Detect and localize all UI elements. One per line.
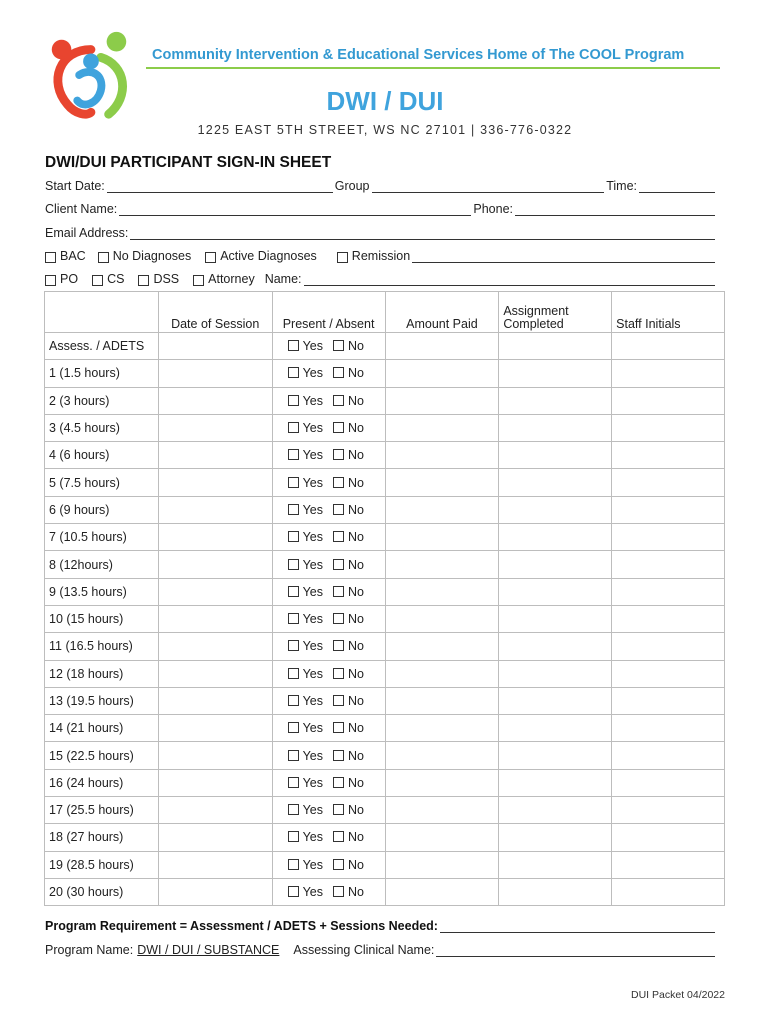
- table-row: [45, 878, 725, 905]
- group-label: Group: [334, 179, 370, 193]
- no-checkbox[interactable]: [333, 586, 344, 597]
- session-label: 18 (27 hours): [45, 824, 159, 851]
- present-absent-cell: [272, 414, 385, 441]
- session-label: 10 (15 hours): [45, 605, 159, 632]
- yes-label: Yes: [302, 639, 323, 654]
- staff-initials-cell[interactable]: [612, 469, 725, 496]
- no-label: No: [348, 639, 364, 654]
- session-label: 6 (9 hours): [45, 496, 159, 523]
- dss-checkbox[interactable]: [138, 275, 149, 286]
- staff-initials-cell[interactable]: [612, 333, 725, 360]
- date-cell[interactable]: [158, 524, 272, 551]
- yes-checkbox[interactable]: [288, 586, 299, 597]
- staff-initials-cell[interactable]: [612, 824, 725, 851]
- remission-label: Remission: [351, 249, 411, 263]
- assignment-cell[interactable]: [499, 578, 612, 605]
- no-label: No: [348, 775, 364, 790]
- session-header: [45, 292, 159, 333]
- no-label: No: [348, 557, 364, 572]
- start-date-row: [45, 179, 717, 193]
- present-absent-cell: [272, 633, 385, 660]
- yes-label: Yes: [302, 339, 323, 354]
- amount-paid-cell[interactable]: [385, 551, 499, 578]
- date-cell[interactable]: [158, 715, 272, 742]
- bac-label: BAC: [60, 249, 86, 263]
- staff-initials-cell[interactable]: [612, 878, 725, 905]
- remission-field[interactable]: [412, 251, 715, 263]
- yes-label: Yes: [302, 721, 323, 736]
- staff-initials-cell[interactable]: [612, 769, 725, 796]
- staff-initials-cell[interactable]: [612, 551, 725, 578]
- phone-field[interactable]: [515, 204, 715, 216]
- assignment-cell[interactable]: [499, 797, 612, 824]
- table-row: [45, 578, 725, 605]
- assignment-cell[interactable]: [499, 524, 612, 551]
- session-label: 3 (4.5 hours): [45, 414, 159, 441]
- no-checkbox[interactable]: [333, 367, 344, 378]
- yes-label: Yes: [302, 612, 323, 627]
- no-checkbox[interactable]: [333, 340, 344, 351]
- requirement-label: Program Requirement = Assessment / ADETS + Sessions Needed:: [45, 919, 438, 933]
- no-label: No: [348, 721, 364, 736]
- staff-initials-cell[interactable]: [612, 360, 725, 387]
- session-label: 2 (3 hours): [45, 387, 159, 414]
- table-header-row: [45, 292, 725, 333]
- time-label: Time:: [606, 179, 637, 193]
- yes-label: Yes: [302, 475, 323, 490]
- yes-label: Yes: [302, 885, 323, 900]
- no-checkbox[interactable]: [333, 559, 344, 570]
- no-label: No: [348, 448, 364, 463]
- po-checkbox[interactable]: [45, 275, 56, 286]
- amount-paid-cell[interactable]: [385, 878, 499, 905]
- yes-checkbox[interactable]: [288, 804, 299, 815]
- program-row: [45, 943, 717, 957]
- amount-paid-cell[interactable]: [385, 333, 499, 360]
- assignment-cell[interactable]: [499, 769, 612, 796]
- time-field[interactable]: [639, 181, 715, 193]
- staff-initials-cell[interactable]: [612, 524, 725, 551]
- yes-label: Yes: [302, 666, 323, 681]
- session-label: 12 (18 hours): [45, 660, 159, 687]
- remission-checkbox[interactable]: [337, 252, 348, 263]
- amount-paid-cell[interactable]: [385, 524, 499, 551]
- yes-label: Yes: [302, 366, 323, 381]
- session-label: 20 (30 hours): [45, 878, 159, 905]
- session-label: 17 (25.5 hours): [45, 797, 159, 824]
- email-label: Email Address:: [45, 226, 129, 240]
- dss-label: DSS: [153, 272, 180, 286]
- amount-paid-cell[interactable]: [385, 742, 499, 769]
- amount-paid-cell[interactable]: [385, 360, 499, 387]
- table-row: [45, 687, 725, 714]
- amount-paid-cell[interactable]: [385, 496, 499, 523]
- no-checkbox[interactable]: [333, 477, 344, 488]
- client-name-label: Client Name:: [45, 202, 118, 216]
- session-log-table: [44, 291, 725, 906]
- requirement-row: [45, 919, 717, 933]
- table-row: [45, 551, 725, 578]
- yes-label: Yes: [302, 694, 323, 708]
- yes-label: Yes: [302, 502, 323, 517]
- date-cell[interactable]: [158, 633, 272, 660]
- yes-label: Yes: [302, 803, 323, 818]
- session-rows: [45, 333, 725, 906]
- assignment-header: Assignment Completed: [499, 292, 612, 333]
- date-cell[interactable]: [158, 551, 272, 578]
- yes-checkbox[interactable]: [288, 777, 299, 788]
- staff-initials-cell[interactable]: [612, 660, 725, 687]
- table-row: [45, 824, 725, 851]
- date-cell[interactable]: [158, 742, 272, 769]
- yes-checkbox[interactable]: [288, 695, 299, 706]
- yes-checkbox[interactable]: [288, 422, 299, 433]
- date-header: Date of Session: [158, 292, 272, 333]
- sheet-title: DWI/DUI PARTICIPANT SIGN-IN SHEET: [45, 154, 332, 171]
- assignment-cell[interactable]: [499, 360, 612, 387]
- no-label: No: [348, 612, 364, 627]
- assignment-cell[interactable]: [499, 715, 612, 742]
- no-checkbox[interactable]: [333, 804, 344, 815]
- date-cell[interactable]: [158, 496, 272, 523]
- session-label: 13 (19.5 hours): [45, 687, 159, 714]
- organization-name: Community Intervention & Educational Services Home of The COOL Program: [152, 47, 685, 63]
- present-absent-cell: [272, 742, 385, 769]
- table-row: [45, 797, 725, 824]
- no-label: No: [348, 339, 364, 354]
- bac-checkbox[interactable]: [45, 252, 56, 263]
- yes-label: Yes: [302, 830, 323, 845]
- date-cell[interactable]: [158, 878, 272, 905]
- table-row: [45, 715, 725, 742]
- assignment-cell[interactable]: [499, 496, 612, 523]
- no-checkbox[interactable]: [333, 422, 344, 433]
- active-diagnoses-checkbox[interactable]: [205, 252, 216, 263]
- sessions-needed-field[interactable]: [440, 921, 715, 933]
- referral-name-field[interactable]: [304, 274, 715, 286]
- amount-paid-cell[interactable]: [385, 687, 499, 714]
- yes-label: Yes: [302, 557, 323, 572]
- date-cell[interactable]: [158, 660, 272, 687]
- staff-initials-cell[interactable]: [612, 742, 725, 769]
- cs-checkbox[interactable]: [92, 275, 103, 286]
- no-label: No: [348, 694, 364, 708]
- session-label: 15 (22.5 hours): [45, 742, 159, 769]
- yes-label: Yes: [302, 857, 323, 872]
- yes-label: Yes: [302, 775, 323, 790]
- no-label: No: [348, 885, 364, 900]
- no-label: No: [348, 666, 364, 681]
- present-absent-cell: [272, 469, 385, 496]
- session-label: 7 (10.5 hours): [45, 524, 159, 551]
- staff-initials-cell[interactable]: [612, 578, 725, 605]
- assignment-cell[interactable]: [499, 687, 612, 714]
- present-absent-cell: [272, 605, 385, 632]
- no-diagnoses-label: No Diagnoses: [112, 249, 192, 263]
- table-row: [45, 414, 725, 441]
- amount-header: Amount Paid: [385, 292, 499, 333]
- staff-initials-cell[interactable]: [612, 715, 725, 742]
- address-line: 1225 EAST 5TH STREET, WS NC 27101 | 336-776-0322: [197, 123, 573, 137]
- amount-paid-cell[interactable]: [385, 715, 499, 742]
- assignment-cell[interactable]: [499, 851, 612, 878]
- yes-label: Yes: [302, 530, 323, 545]
- no-checkbox[interactable]: [333, 640, 344, 651]
- amount-paid-cell[interactable]: [385, 605, 499, 632]
- table-row: [45, 851, 725, 878]
- present-absent-cell: [272, 360, 385, 387]
- session-label: 9 (13.5 hours): [45, 578, 159, 605]
- yes-checkbox[interactable]: [288, 531, 299, 542]
- no-label: No: [348, 584, 364, 599]
- assignment-cell[interactable]: [499, 551, 612, 578]
- yes-checkbox[interactable]: [288, 831, 299, 842]
- no-checkbox[interactable]: [333, 777, 344, 788]
- assignment-cell[interactable]: [499, 660, 612, 687]
- present-absent-cell: [272, 496, 385, 523]
- present-absent-cell: [272, 878, 385, 905]
- no-checkbox[interactable]: [333, 722, 344, 733]
- amount-paid-cell[interactable]: [385, 633, 499, 660]
- yes-checkbox[interactable]: [288, 477, 299, 488]
- date-cell[interactable]: [158, 605, 272, 632]
- present-absent-cell: [272, 797, 385, 824]
- staff-initials-cell[interactable]: [612, 414, 725, 441]
- referral-row: [45, 272, 717, 286]
- assignment-cell[interactable]: [499, 605, 612, 632]
- no-label: No: [348, 803, 364, 818]
- yes-label: Yes: [302, 421, 323, 436]
- present-header: Present / Absent: [272, 292, 385, 333]
- no-checkbox[interactable]: [333, 831, 344, 842]
- yes-label: Yes: [302, 393, 323, 408]
- yes-checkbox[interactable]: [288, 886, 299, 897]
- session-label: 1 (1.5 hours): [45, 360, 159, 387]
- staff-initials-cell[interactable]: [612, 687, 725, 714]
- email-field[interactable]: [130, 228, 715, 240]
- yes-checkbox[interactable]: [288, 613, 299, 624]
- date-cell[interactable]: [158, 333, 272, 360]
- no-label: No: [348, 830, 364, 845]
- email-row: [45, 226, 717, 240]
- no-label: No: [348, 475, 364, 490]
- date-cell[interactable]: [158, 824, 272, 851]
- active-diagnoses-label: Active Diagnoses: [220, 249, 317, 263]
- assignment-cell[interactable]: [499, 633, 612, 660]
- session-label: 16 (24 hours): [45, 769, 159, 796]
- yes-label: Yes: [302, 448, 323, 463]
- table-row: [45, 660, 725, 687]
- session-label: 8 (12hours): [45, 551, 159, 578]
- present-absent-cell: [272, 578, 385, 605]
- date-cell[interactable]: [158, 851, 272, 878]
- present-absent-cell: [272, 824, 385, 851]
- start-date-field[interactable]: [107, 181, 333, 193]
- yes-checkbox[interactable]: [288, 340, 299, 351]
- group-field[interactable]: [372, 181, 605, 193]
- assessing-field[interactable]: [436, 945, 715, 957]
- present-absent-cell: [272, 551, 385, 578]
- no-label: No: [348, 530, 364, 545]
- table-row: [45, 742, 725, 769]
- yes-checkbox[interactable]: [288, 668, 299, 679]
- table-row: [45, 469, 725, 496]
- date-cell[interactable]: [158, 769, 272, 796]
- amount-paid-cell[interactable]: [385, 769, 499, 796]
- yes-checkbox[interactable]: [288, 367, 299, 378]
- attorney-label: Attorney: [208, 272, 255, 286]
- date-cell[interactable]: [158, 687, 272, 714]
- assignment-cell[interactable]: [499, 442, 612, 469]
- yes-checkbox[interactable]: [288, 504, 299, 515]
- phone-label: Phone:: [473, 202, 513, 216]
- present-absent-cell: [272, 851, 385, 878]
- date-cell[interactable]: [158, 442, 272, 469]
- assignment-cell[interactable]: [499, 333, 612, 360]
- no-checkbox[interactable]: [333, 750, 344, 761]
- header-divider: [146, 67, 720, 69]
- yes-checkbox[interactable]: [288, 750, 299, 761]
- no-label: No: [348, 748, 364, 763]
- staff-initials-cell[interactable]: [612, 442, 725, 469]
- present-absent-cell: [272, 769, 385, 796]
- amount-paid-cell[interactable]: [385, 442, 499, 469]
- no-checkbox[interactable]: [333, 531, 344, 542]
- staff-initials-cell[interactable]: [612, 797, 725, 824]
- program-name-label: Program Name:: [45, 943, 134, 957]
- yes-checkbox[interactable]: [288, 559, 299, 570]
- page-title: DWI / DUI: [326, 86, 444, 116]
- no-checkbox[interactable]: [333, 613, 344, 624]
- cs-label: CS: [107, 272, 125, 286]
- table-row: [45, 360, 725, 387]
- assignment-cell[interactable]: [499, 414, 612, 441]
- table-row: [45, 769, 725, 796]
- attorney-checkbox[interactable]: [193, 275, 204, 286]
- present-absent-cell: [272, 660, 385, 687]
- session-label: 5 (7.5 hours): [45, 469, 159, 496]
- table-row: [45, 387, 725, 414]
- diagnosis-row: [45, 249, 717, 263]
- start-date-label: Start Date:: [45, 179, 105, 193]
- present-absent-cell: [272, 524, 385, 551]
- no-label: No: [348, 857, 364, 872]
- table-row: [45, 496, 725, 523]
- date-cell[interactable]: [158, 414, 272, 441]
- amount-paid-cell[interactable]: [385, 387, 499, 414]
- no-label: No: [348, 366, 364, 381]
- date-cell[interactable]: [158, 578, 272, 605]
- date-cell[interactable]: [158, 469, 272, 496]
- assignment-cell[interactable]: [499, 742, 612, 769]
- session-label: Assess. / ADETS: [45, 333, 159, 360]
- no-diagnoses-checkbox[interactable]: [98, 252, 109, 263]
- present-absent-cell: [272, 442, 385, 469]
- session-label: 11 (16.5 hours): [45, 633, 159, 660]
- present-absent-cell: [272, 387, 385, 414]
- table-row: [45, 605, 725, 632]
- no-checkbox[interactable]: [333, 695, 344, 706]
- session-label: 14 (21 hours): [45, 715, 159, 742]
- amount-paid-cell[interactable]: [385, 578, 499, 605]
- amount-paid-cell[interactable]: [385, 660, 499, 687]
- client-name-field[interactable]: [119, 204, 471, 216]
- name-label: Name:: [264, 272, 302, 286]
- table-row: [45, 442, 725, 469]
- date-cell[interactable]: [158, 797, 272, 824]
- amount-paid-cell[interactable]: [385, 797, 499, 824]
- present-absent-cell: [272, 687, 385, 714]
- po-label: PO: [60, 272, 79, 286]
- assignment-cell[interactable]: [499, 824, 612, 851]
- assignment-cell[interactable]: [499, 469, 612, 496]
- table-row: [45, 633, 725, 660]
- amount-paid-cell[interactable]: [385, 414, 499, 441]
- yes-label: Yes: [302, 584, 323, 599]
- present-absent-cell: [272, 715, 385, 742]
- present-absent-cell: [272, 333, 385, 360]
- no-checkbox[interactable]: [333, 395, 344, 406]
- date-cell[interactable]: [158, 387, 272, 414]
- amount-paid-cell[interactable]: [385, 469, 499, 496]
- client-name-row: [45, 202, 717, 216]
- yes-checkbox[interactable]: [288, 395, 299, 406]
- no-label: No: [348, 393, 364, 408]
- no-label: No: [348, 502, 364, 517]
- date-cell[interactable]: [158, 360, 272, 387]
- packet-version: DUI Packet 04/2022: [631, 989, 725, 1001]
- session-label: 19 (28.5 hours): [45, 851, 159, 878]
- staff-initials-cell[interactable]: [612, 496, 725, 523]
- staff-header: Staff Initials: [612, 292, 725, 333]
- no-checkbox[interactable]: [333, 668, 344, 679]
- no-checkbox[interactable]: [333, 886, 344, 897]
- no-checkbox[interactable]: [333, 859, 344, 870]
- assignment-cell[interactable]: [499, 878, 612, 905]
- table-row: [45, 333, 725, 360]
- staff-initials-cell[interactable]: [612, 851, 725, 878]
- program-name-value: DWI / DUI / SUBSTANCE: [137, 943, 280, 957]
- yes-checkbox[interactable]: [288, 449, 299, 460]
- amount-paid-cell[interactable]: [385, 851, 499, 878]
- no-checkbox[interactable]: [333, 449, 344, 460]
- no-checkbox[interactable]: [333, 504, 344, 515]
- staff-initials-cell[interactable]: [612, 387, 725, 414]
- staff-initials-cell[interactable]: [612, 605, 725, 632]
- yes-label: Yes: [302, 748, 323, 763]
- no-label: No: [348, 421, 364, 436]
- session-label: 4 (6 hours): [45, 442, 159, 469]
- yes-checkbox[interactable]: [288, 722, 299, 733]
- assignment-cell[interactable]: [499, 387, 612, 414]
- table-row: [45, 524, 725, 551]
- yes-checkbox[interactable]: [288, 859, 299, 870]
- staff-initials-cell[interactable]: [612, 633, 725, 660]
- assessing-label: Assessing Clinical Name:: [293, 943, 435, 957]
- yes-checkbox[interactable]: [288, 640, 299, 651]
- amount-paid-cell[interactable]: [385, 824, 499, 851]
